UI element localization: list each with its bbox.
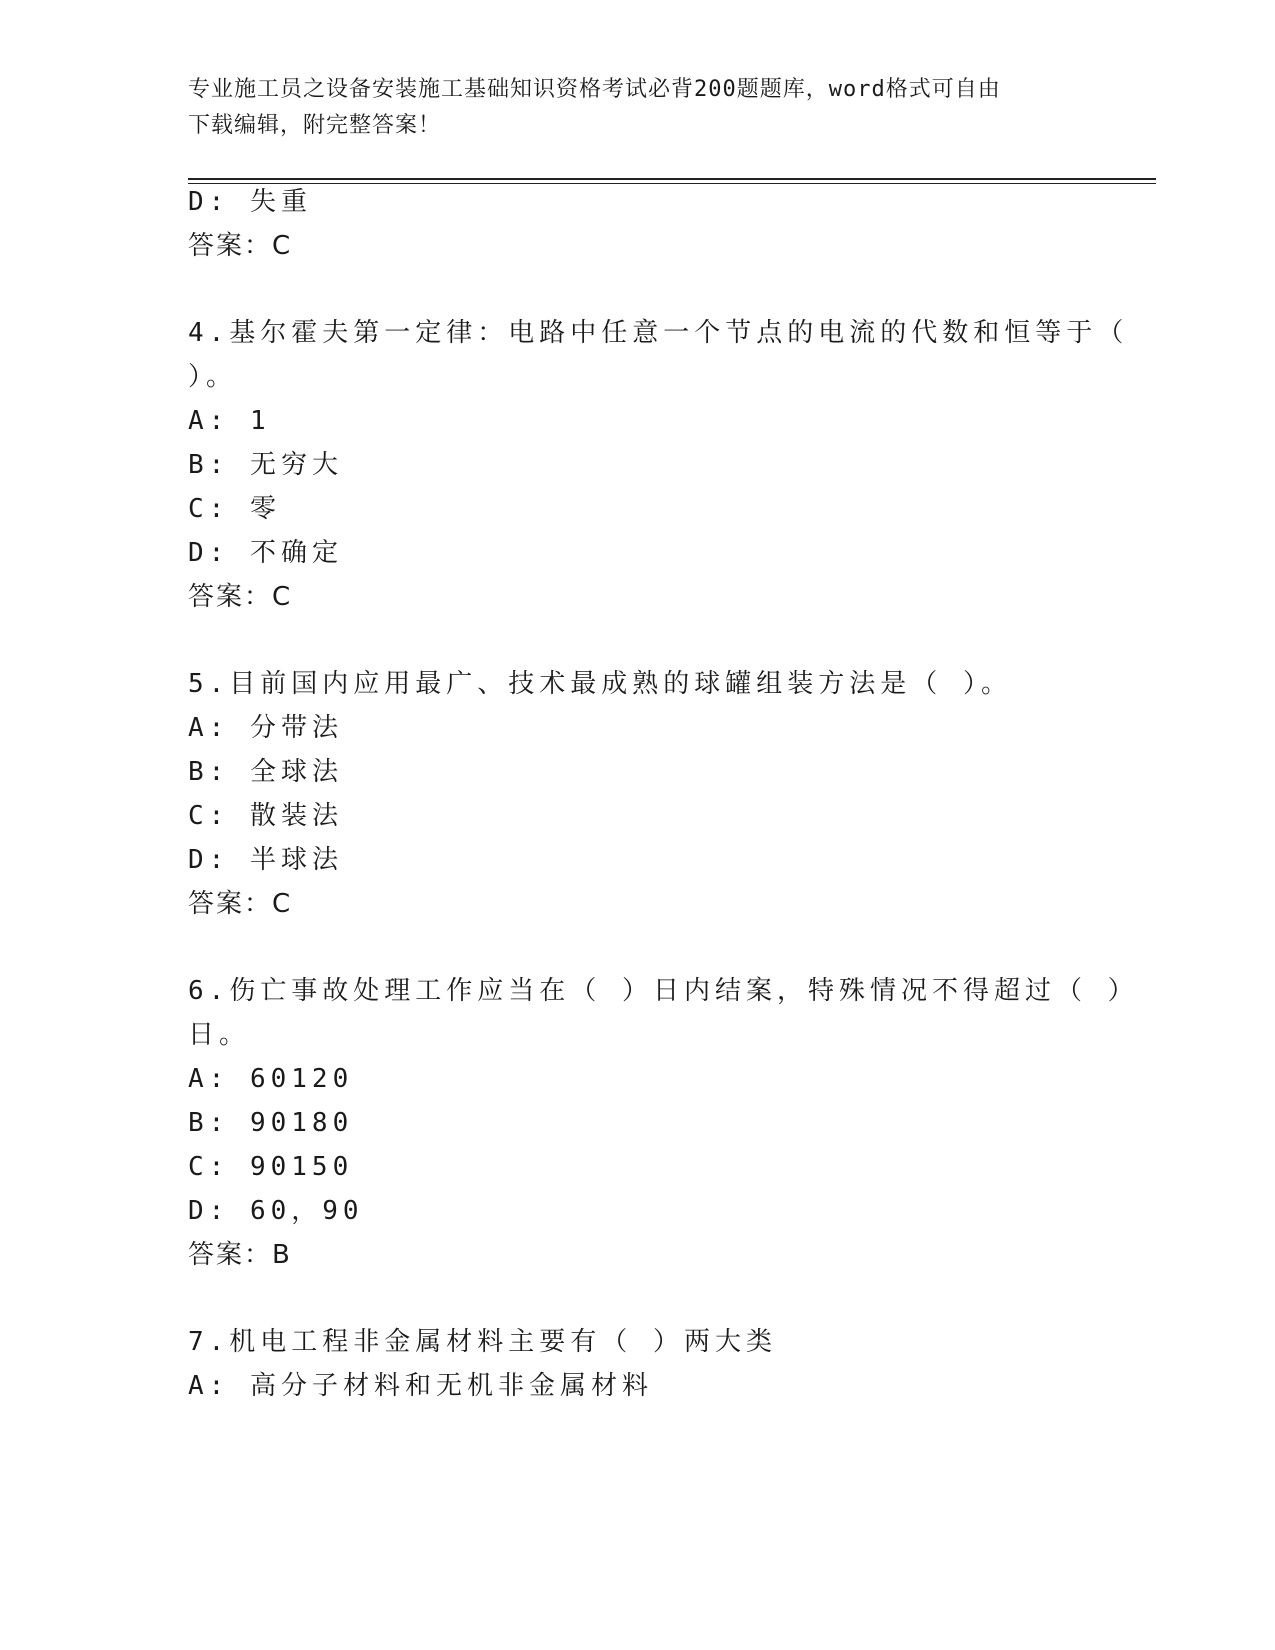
q7-option-a: A: 高分子材料和无机非金属材料 xyxy=(188,1371,653,1401)
header-divider xyxy=(188,178,1156,184)
q4-option-d: D: 不确定 xyxy=(188,538,343,568)
q5-question-line-1: 5.目前国内应用最广、技术最成熟的球罐组装方法是（ ）。 xyxy=(188,669,1012,699)
q5-answer: 答案：C xyxy=(188,889,293,919)
q5-option-b: B: 全球法 xyxy=(188,757,343,787)
q3-answer: 答案：C xyxy=(188,231,293,261)
q5-option-c: C: 散装法 xyxy=(188,801,343,831)
header-title-line-2: 下载编辑，附完整答案！ xyxy=(188,113,442,138)
q4-option-c: C: 零 xyxy=(188,494,281,524)
q6-question-line-2: 日。 xyxy=(188,1020,251,1050)
q6-option-d: D: 60，90 xyxy=(188,1196,364,1226)
q7-question-line-1: 7.机电工程非金属材料主要有（ ）两大类 xyxy=(188,1327,777,1357)
q6-option-b: B: 90180 xyxy=(188,1108,354,1138)
q4-option-a: A: 1 xyxy=(188,406,271,436)
q4-question-line-1: 4.基尔霍夫第一定律：电路中任意一个节点的电流的代数和恒等于（ xyxy=(188,318,1129,348)
q6-question-line-1: 6.伤亡事故处理工作应当在（ ）日内结案，特殊情况不得超过（ ） xyxy=(188,976,1139,1006)
q4-option-b: B: 无穷大 xyxy=(188,450,343,480)
q5-option-a: A: 分带法 xyxy=(188,713,343,743)
document-header xyxy=(188,72,1088,144)
q5-option-d: D: 半球法 xyxy=(188,845,343,875)
header-title-line-1: 专业施工员之设备安装施工基础知识资格考试必背200题题库，word格式可自由 xyxy=(188,77,1001,102)
q6-option-a: A: 60120 xyxy=(188,1064,354,1094)
q4-answer: 答案：C xyxy=(188,582,293,612)
q3-option-d: D: 失重 xyxy=(188,187,312,217)
q6-answer: 答案：B xyxy=(188,1240,292,1270)
q6-option-c: C: 90150 xyxy=(188,1152,354,1182)
q4-question-line-2: ）。 xyxy=(188,362,238,392)
